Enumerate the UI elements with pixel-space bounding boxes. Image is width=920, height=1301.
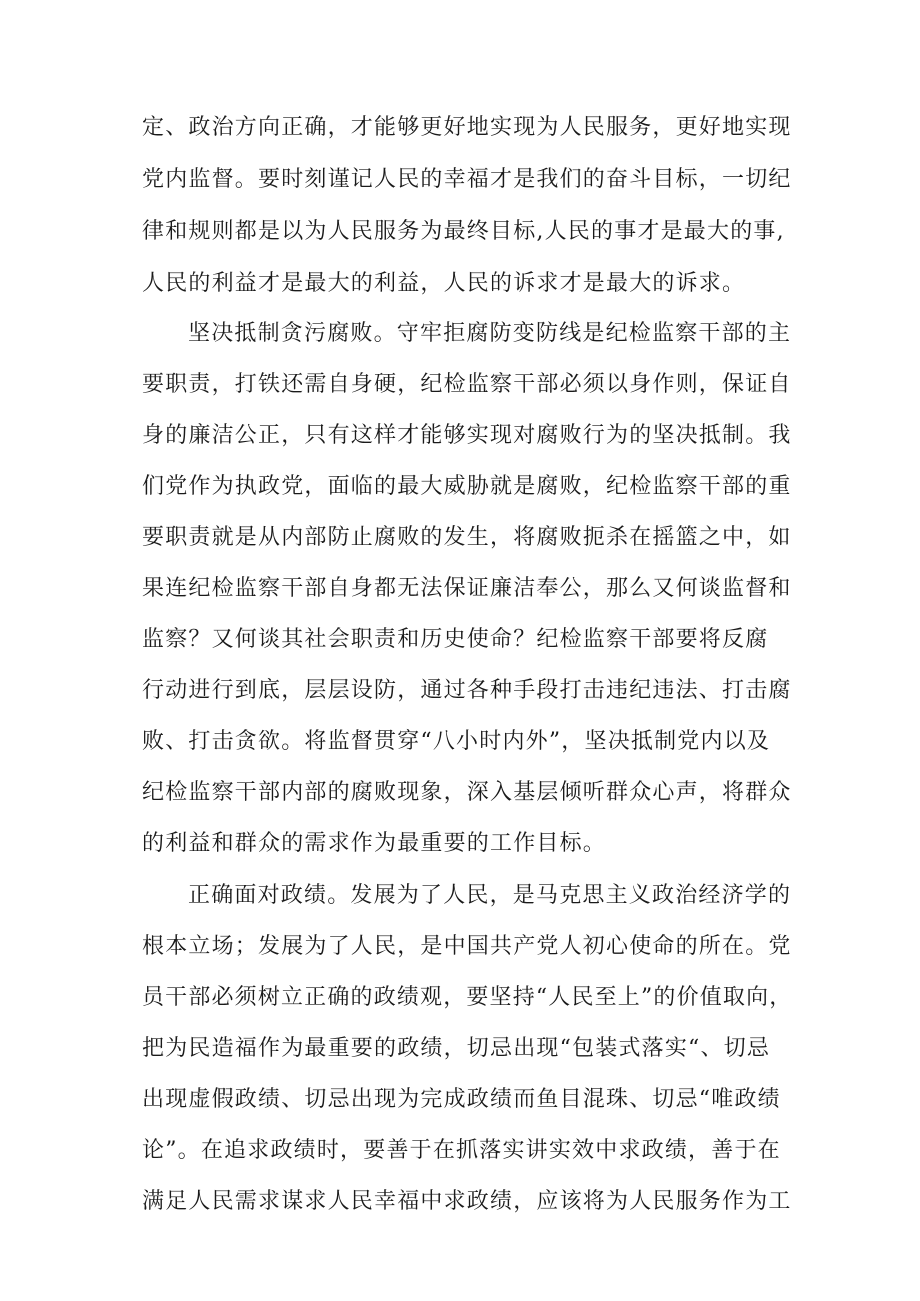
paragraph-2-line-3: 身的廉洁公正，只有这样才能够实现对腐败行为的坚决抵制。我 (142, 423, 792, 448)
paragraph-3-line-1: 正确面对政绩。发展为了人民，是马克思主义政治经济学的 (188, 883, 792, 908)
paragraph-3-line-4: 把为民造福作为最重要的政绩，切忌出现“包装式落实“、切忌 (142, 1036, 771, 1061)
paragraph-2-line-9: 败、打击贪欲。将监督贯穿“八小时内外”，坚决抵制党内以及 (142, 729, 771, 754)
paragraph-2-line-10: 纪检监察干部内部的腐败现象，深入基层倾听群众心声，将群众 (142, 780, 792, 805)
paragraph-3-line-7: 满足人民需求谋求人民幸福中求政绩，应该将为人民服务作为工 (142, 1189, 792, 1214)
paragraph-1-line-2: 党内监督。要时刻谨记人民的幸福才是我们的奋斗目标，一切纪 (142, 167, 792, 192)
paragraph-2-line-8: 行动进行到底，层层设防，通过各种手段打击违纪违法、打击腐 (142, 678, 792, 703)
paragraph-1-line-3: 律和规则都是以为人民服务为最终目标,人民的事才是最大的事, (142, 219, 785, 244)
paragraph-1-line-1: 定、政治方向正确，才能够更好地实现为人民服务，更好地实现 (142, 115, 792, 140)
paragraph-2-line-5: 要职责就是从内部防止腐败的发生，将腐败扼杀在摇篮之中，如 (142, 525, 792, 550)
paragraph-2-line-4: 们党作为执政党，面临的最大威胁就是腐败，纪检监察干部的重 (142, 474, 792, 499)
paragraph-3-line-6: 论”。在追求政绩时，要善于在抓落实讲实效中求政绩，善于在 (142, 1138, 781, 1163)
paragraph-2-line-2: 要职责，打铁还需自身硬，纪检监察干部必须以身作则，保证自 (142, 372, 792, 397)
paragraph-2-line-6: 果连纪检监察干部自身都无法保证廉洁奉公，那么又何谈监督和 (142, 576, 792, 601)
paragraph-1-line-4: 人民的利益才是最大的利益，人民的诉求才是最大的诉求。 (142, 271, 746, 296)
paragraph-2-line-1: 坚决抵制贪污腐败。守牢拒腐防变防线是纪检监察干部的主 (188, 321, 792, 346)
paragraph-3-line-5: 出现虚假政绩、切忌出现为完成政绩而鱼目混珠、切忌“唯政绩 (142, 1087, 781, 1112)
paragraph-3-line-2: 根本立场；发展为了人民，是中国共产党人初心使命的所在。党 (142, 934, 792, 959)
paragraph-3-line-3: 员干部必须树立正确的政绩观，要坚持“人民至上”的价值取向， (142, 985, 793, 1010)
paragraph-2-line-11: 的利益和群众的需求作为最重要的工作目标。 (142, 831, 607, 856)
paragraph-2-line-7: 监察？又何谈其社会职责和历史使命？纪检监察干部要将反腐 (142, 627, 769, 652)
